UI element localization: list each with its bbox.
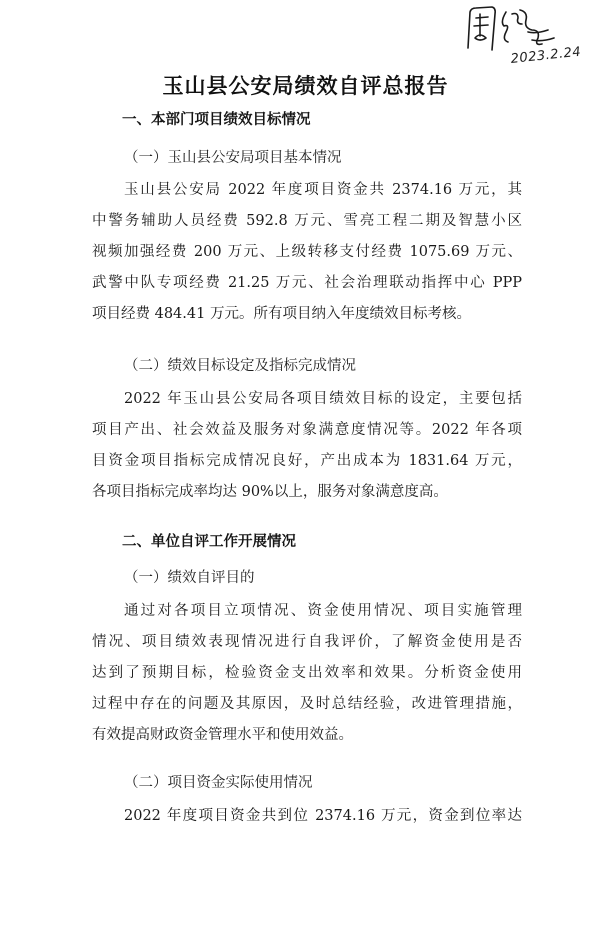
- paragraph-line: 通过对各项目立项情况、资金使用情况、项目实施管理: [124, 603, 522, 619]
- paragraph-line: 2022 年度项目资金共到位 2374.16 万元，资金到位率达: [124, 808, 522, 824]
- paragraph-line: 情况、项目绩效表现情况进行自我评价，了解资金使用是否: [92, 634, 522, 650]
- paragraph-basic-info: [92, 175, 522, 330]
- paragraph-line: 项目产出、社会效益及服务对象满意度情况等。2022 年各项: [92, 422, 522, 438]
- subsection-heading-2-1: （一）绩效自评目的: [124, 570, 255, 586]
- paragraph-purpose: [92, 596, 522, 751]
- paragraph-line: 中警务辅助人员经费 592.8 万元、雪亮工程二期及智慧小区: [92, 213, 522, 229]
- page-title: 玉山县公安局绩效自评总报告: [162, 74, 449, 98]
- subsection-heading-1-1: （一）玉山县公安局项目基本情况: [124, 150, 342, 166]
- paragraph-line: 过程中存在的问题及其原因，及时总结经验，改进管理措施，: [92, 696, 522, 712]
- paragraph-line: 各项目指标完成率均达 90%以上，服务对象满意度高。: [92, 484, 448, 500]
- paragraph-line: 武警中队专项经费 21.25 万元、社会治理联动指挥中心 PPP: [92, 275, 522, 291]
- paragraph-line: 视频加强经费 200 万元、上级转移支付经费 1075.69 万元、: [92, 244, 522, 260]
- paragraph-line: 2022 年玉山县公安局各项目绩效目标的设定，主要包括: [124, 391, 522, 407]
- paragraph-line: 玉山县公安局 2022 年度项目资金共 2374.16 万元，其: [124, 182, 522, 198]
- subsection-heading-2-2: （二）项目资金实际使用情况: [124, 775, 313, 791]
- section-heading-1: 一、本部门项目绩效目标情况: [122, 112, 311, 128]
- paragraph-line: 达到了预期目标，检验资金支出效率和效果。分析资金使用: [92, 665, 522, 681]
- paragraph-funds-usage: [92, 801, 522, 832]
- section-heading-2: 二、单位自评工作开展情况: [122, 534, 296, 550]
- paragraph-targets: [92, 384, 522, 508]
- paragraph-line: 项目经费 484.41 万元。所有项目纳入年度绩效目标考核。: [92, 306, 471, 322]
- paragraph-line: 目资金项目指标完成情况良好，产出成本为 1831.64 万元，: [92, 453, 522, 469]
- paragraph-line: 有效提高财政资金管理水平和使用效益。: [92, 727, 353, 743]
- subsection-heading-1-2: （二）绩效目标设定及指标完成情况: [124, 358, 356, 374]
- signature-date: 2023.2.24: [510, 44, 582, 67]
